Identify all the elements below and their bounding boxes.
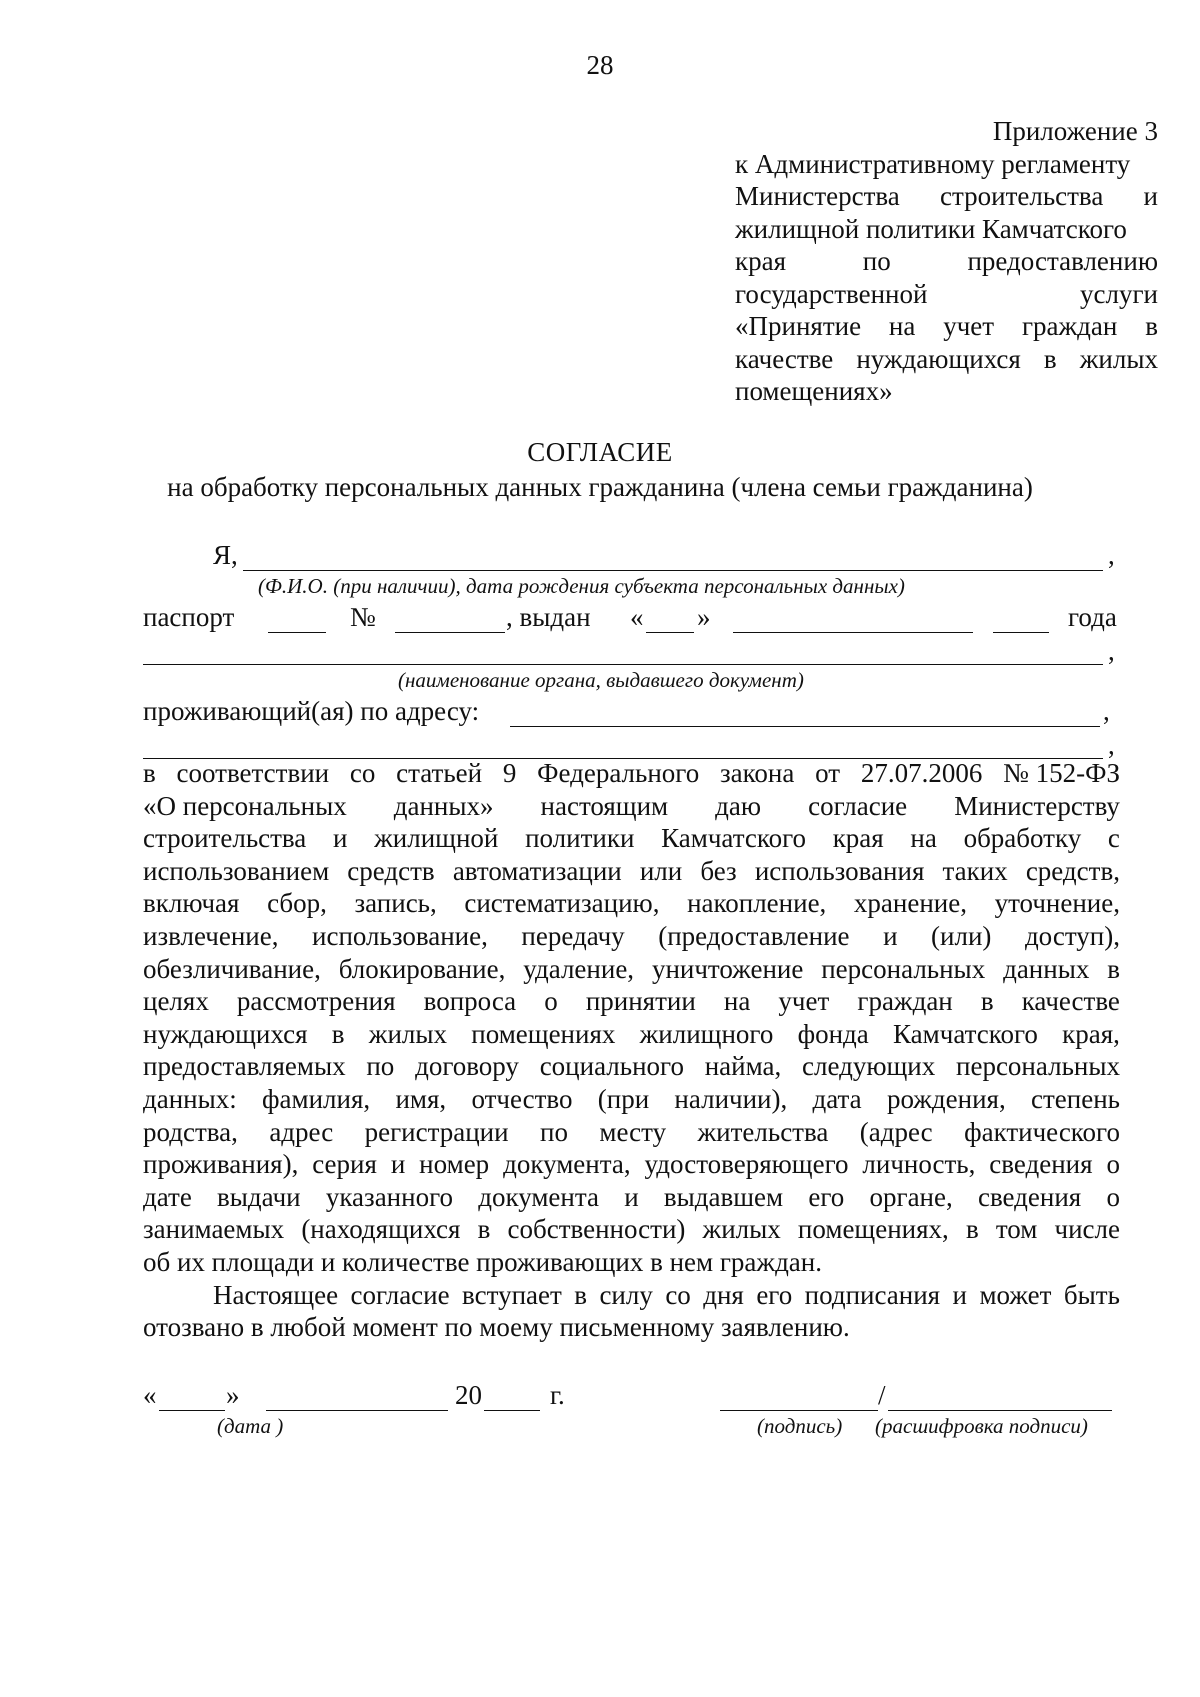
word: средств,: [1025, 855, 1120, 886]
authority-comma: ,: [1108, 636, 1115, 666]
word: (предоставление: [658, 920, 850, 951]
word: края,: [1062, 1018, 1120, 1049]
word: по: [366, 1051, 395, 1082]
word: данных»: [393, 790, 494, 821]
word: систематизацию,: [464, 888, 660, 919]
word: данных:: [143, 1083, 237, 1114]
word: блокирование,: [338, 953, 506, 984]
word: хранение,: [853, 888, 967, 919]
word: согласие: [350, 1279, 450, 1310]
word: строительства: [143, 823, 307, 854]
passport-number-field[interactable]: [395, 632, 505, 633]
word: о: [1106, 1149, 1120, 1180]
word: договору: [415, 1051, 519, 1082]
word: том: [995, 1214, 1038, 1245]
consent-line: [143, 985, 1120, 1018]
appendix-title: Приложение 3: [992, 116, 1158, 146]
word: фактического: [964, 1116, 1120, 1147]
address-line2-comma: ,: [1108, 730, 1115, 760]
word: регистрации: [364, 1116, 509, 1147]
word: подписания: [804, 1279, 941, 1310]
word: дате: [143, 1181, 192, 1212]
issued-label: , выдан: [506, 602, 591, 632]
appendix-line: [735, 343, 1158, 376]
word: номер: [419, 1149, 490, 1180]
word: в: [574, 1279, 587, 1310]
word: имя,: [395, 1083, 447, 1114]
word: даю: [715, 790, 762, 821]
word: принятии: [585, 986, 696, 1017]
word: включая: [143, 888, 240, 919]
appendix-line: [735, 310, 1158, 343]
word: от: [815, 758, 841, 788]
fio-caption: (Ф.И.О. (при наличии), дата рождения субъекта персональных данных): [258, 574, 905, 598]
word: извлечение,: [143, 920, 279, 951]
word: согласие: [808, 790, 908, 821]
signature-field[interactable]: [720, 1410, 878, 1411]
word: на: [888, 311, 916, 341]
word: удостоверяющего: [644, 1149, 849, 1180]
consent-line: [143, 1018, 1120, 1051]
signature-decoding-caption: (расшифровка подписи): [875, 1414, 1088, 1438]
word: средств: [347, 855, 435, 886]
appendix-header: [735, 115, 1158, 408]
word: статьей: [396, 758, 483, 788]
appendix-line: [735, 245, 1158, 278]
word: удаление,: [523, 953, 635, 984]
word: в: [143, 758, 156, 788]
word: дата: [812, 1083, 862, 1114]
word: сбор,: [267, 888, 327, 919]
word: услуги: [1080, 278, 1158, 309]
authority-caption: (наименование органа, выдавшего документ): [398, 668, 804, 692]
word: дня: [703, 1279, 744, 1310]
word: собственности): [507, 1214, 686, 1245]
year-label: года: [1068, 602, 1117, 632]
word: (адрес: [859, 1116, 933, 1147]
word: учет: [943, 311, 995, 341]
word: социального: [539, 1051, 684, 1082]
word: Настоящее: [213, 1279, 339, 1310]
word: проживания),: [143, 1149, 299, 1180]
address-comma: ,: [1103, 696, 1110, 726]
word: обработку: [963, 823, 1082, 854]
word: соответствии: [176, 758, 330, 788]
signature-caption: (подпись): [757, 1414, 843, 1438]
word: о: [544, 986, 558, 1017]
appendix-lines: [735, 148, 1158, 376]
word: таких: [942, 855, 1008, 886]
word: со: [349, 758, 376, 788]
word: на: [723, 986, 751, 1017]
word: наличии),: [674, 1083, 788, 1114]
word: Камчатского: [661, 823, 806, 854]
word: к Административному регламенту: [735, 148, 1131, 179]
word: его: [808, 1181, 845, 1212]
word: 9: [502, 758, 517, 788]
word: персональных: [821, 953, 986, 984]
passport-label: паспорт: [143, 602, 235, 632]
word: № 152-ФЗ: [1003, 758, 1120, 788]
word: (при: [597, 1083, 650, 1114]
word: в: [1043, 343, 1057, 374]
word: рассмотрения: [236, 986, 396, 1017]
issuing-authority-field[interactable]: [143, 664, 1103, 665]
word: жилищной: [374, 823, 499, 854]
word: использования: [754, 855, 925, 886]
issued-month-field[interactable]: [733, 632, 973, 633]
consent-line: [143, 1181, 1120, 1214]
word: фонда: [797, 1018, 869, 1049]
word: персональных: [956, 1051, 1120, 1082]
word: и: [390, 1149, 406, 1180]
consent-line: [143, 855, 1120, 888]
signature-slash: /: [878, 1380, 886, 1410]
word: занимаемых: [143, 1214, 285, 1245]
word: государственной: [735, 278, 928, 309]
word: строительства: [940, 181, 1104, 211]
consent-line: [143, 790, 1120, 823]
issued-year-field[interactable]: [993, 632, 1049, 633]
word: закона: [719, 758, 795, 788]
word: жилищной политики Камчатского: [735, 213, 1127, 244]
word: рождения,: [886, 1083, 1006, 1114]
document-subtitle: на обработку персональных данных гражданина (члена семьи гражданина): [167, 472, 1033, 502]
word: жилых: [368, 1018, 448, 1049]
signature-decoding-field[interactable]: [888, 1410, 1112, 1411]
word: качестве: [735, 343, 834, 374]
word: Камчатского: [893, 1018, 1038, 1049]
consent-line: [143, 1083, 1120, 1116]
word: быть: [1063, 1279, 1120, 1310]
word: Министерства: [735, 181, 900, 211]
consent-line: [143, 953, 1120, 986]
word: и: [883, 920, 898, 951]
word: и: [333, 823, 348, 854]
word: нуждающихся: [856, 343, 1021, 374]
word: помещениях: [471, 1018, 616, 1049]
word: использование,: [312, 920, 488, 951]
consent-line: [143, 887, 1120, 920]
word: со: [665, 1279, 691, 1310]
appendix-line: [735, 213, 1158, 246]
consent-line: [143, 1213, 1120, 1246]
word: сведения: [989, 1149, 1093, 1180]
word: серия: [312, 1149, 377, 1180]
word: граждан: [857, 986, 953, 1017]
consent-paragraph-2: [143, 1279, 1120, 1312]
word: помещениях,: [797, 1214, 949, 1245]
word: следующих: [802, 1051, 936, 1082]
word: указанного: [325, 1181, 453, 1212]
date-day-field[interactable]: [159, 1410, 225, 1411]
consent-line: [143, 1116, 1120, 1149]
word: адрес: [269, 1116, 334, 1147]
word: граждан: [1021, 311, 1118, 341]
word: настоящим: [540, 790, 669, 821]
word: «Принятие: [735, 311, 862, 341]
date-year-field[interactable]: [484, 1410, 540, 1411]
word: о: [1106, 1181, 1120, 1212]
consent-body: [143, 757, 1120, 1344]
word: (находящихся: [301, 1214, 461, 1245]
word: Федерального: [537, 758, 700, 788]
word: предоставляемых: [143, 1051, 346, 1082]
date-caption: (дата ): [217, 1414, 284, 1438]
word: отчество: [471, 1083, 573, 1114]
word: выдачи: [217, 1181, 301, 1212]
word: доступ),: [1024, 920, 1120, 951]
word: данных: [1003, 953, 1090, 984]
word: по: [540, 1116, 568, 1147]
word: документа,: [503, 1149, 631, 1180]
word: жилых: [702, 1214, 781, 1245]
word: нуждающихся: [143, 1018, 308, 1049]
word: в: [477, 1214, 491, 1245]
word: родства,: [143, 1116, 238, 1147]
date-month-field[interactable]: [266, 1410, 448, 1411]
word: и: [952, 1279, 967, 1310]
passport-series-field[interactable]: [268, 632, 326, 633]
word: в: [1145, 311, 1158, 341]
word: накопление,: [687, 888, 827, 919]
fio-comma: ,: [1108, 540, 1115, 570]
word: (или): [931, 920, 992, 951]
word: и: [624, 1181, 639, 1212]
word: фамилия,: [262, 1083, 371, 1114]
fio-field[interactable]: [243, 570, 1103, 571]
word: жилищного: [639, 1018, 774, 1049]
word: края: [832, 823, 884, 854]
consent-line: [143, 1148, 1120, 1181]
word: в: [965, 1214, 979, 1245]
word: уничтожение: [651, 953, 804, 984]
appendix-line: [735, 148, 1158, 181]
consent-line: [143, 822, 1120, 855]
consent-paragraph-2-last-line: отозвано в любой момент по моему письменному заявлению.: [143, 1312, 850, 1343]
consent-line: [143, 1050, 1120, 1083]
page-number: 28: [586, 50, 614, 80]
address-field[interactable]: [510, 726, 1100, 727]
word: степень: [1031, 1083, 1120, 1114]
word: найма,: [704, 1051, 782, 1082]
word: 27.07.2006: [860, 758, 983, 788]
date-quote-open: «: [143, 1380, 157, 1410]
word: автоматизации: [452, 855, 622, 886]
appendix-line: [735, 180, 1158, 213]
word: жительства: [697, 1116, 829, 1147]
word: использованием: [143, 855, 330, 886]
word: его: [756, 1279, 793, 1310]
consent-paragraph-1-last-line: об их площади и количестве проживающих в нем граждан.: [143, 1246, 822, 1277]
appendix-line: [735, 278, 1158, 311]
ya-label: Я,: [213, 540, 238, 570]
word: жилых: [1079, 343, 1158, 374]
consent-paragraph-1: [143, 757, 1120, 1246]
word: обезличивание,: [143, 953, 321, 984]
word: в: [1107, 953, 1120, 984]
word: и: [1143, 181, 1158, 211]
word: вступает: [462, 1279, 562, 1310]
issued-quote-close: »: [697, 602, 711, 632]
date-year-prefix: 20: [455, 1380, 482, 1410]
word: в: [331, 1018, 345, 1049]
word: вопроса: [423, 986, 517, 1017]
word: целях: [143, 986, 209, 1017]
issued-quote-open: «: [630, 602, 644, 632]
word: качестве: [1021, 986, 1120, 1017]
word: учет: [778, 986, 830, 1017]
word: документа: [478, 1181, 599, 1212]
word: «О персональных: [143, 790, 347, 821]
word: без: [700, 855, 737, 886]
word: силу: [599, 1279, 653, 1310]
word: передачу: [521, 920, 625, 951]
word: по: [862, 246, 891, 276]
date-year-suffix: г.: [550, 1380, 565, 1410]
word: в: [980, 986, 994, 1017]
word: края: [735, 246, 787, 276]
address-label: проживающий(ая) по адресу:: [143, 696, 480, 726]
word: личность,: [862, 1149, 976, 1180]
word: предоставлению: [967, 246, 1158, 276]
consent-line: [213, 1279, 1120, 1312]
word: или: [639, 855, 683, 886]
word: запись,: [354, 888, 437, 919]
word: Министерству: [954, 790, 1120, 821]
word: уточнение,: [994, 888, 1120, 919]
word: органе,: [869, 1181, 953, 1212]
passport-number-sign: №: [350, 602, 376, 632]
consent-line: [143, 757, 1120, 790]
consent-line: [143, 920, 1120, 953]
word: числе: [1054, 1214, 1120, 1245]
word: сведения: [977, 1181, 1082, 1212]
issued-day-field[interactable]: [646, 632, 694, 633]
word: месту: [599, 1116, 667, 1147]
word: с: [1107, 823, 1120, 854]
word: может: [979, 1279, 1052, 1310]
word: политики: [525, 823, 635, 854]
date-quote-close: »: [226, 1380, 240, 1410]
appendix-last-line: помещениях»: [735, 376, 893, 406]
document-title: СОГЛАСИЕ: [527, 437, 673, 467]
word: выдавшем: [663, 1181, 784, 1212]
word: на: [910, 823, 937, 854]
